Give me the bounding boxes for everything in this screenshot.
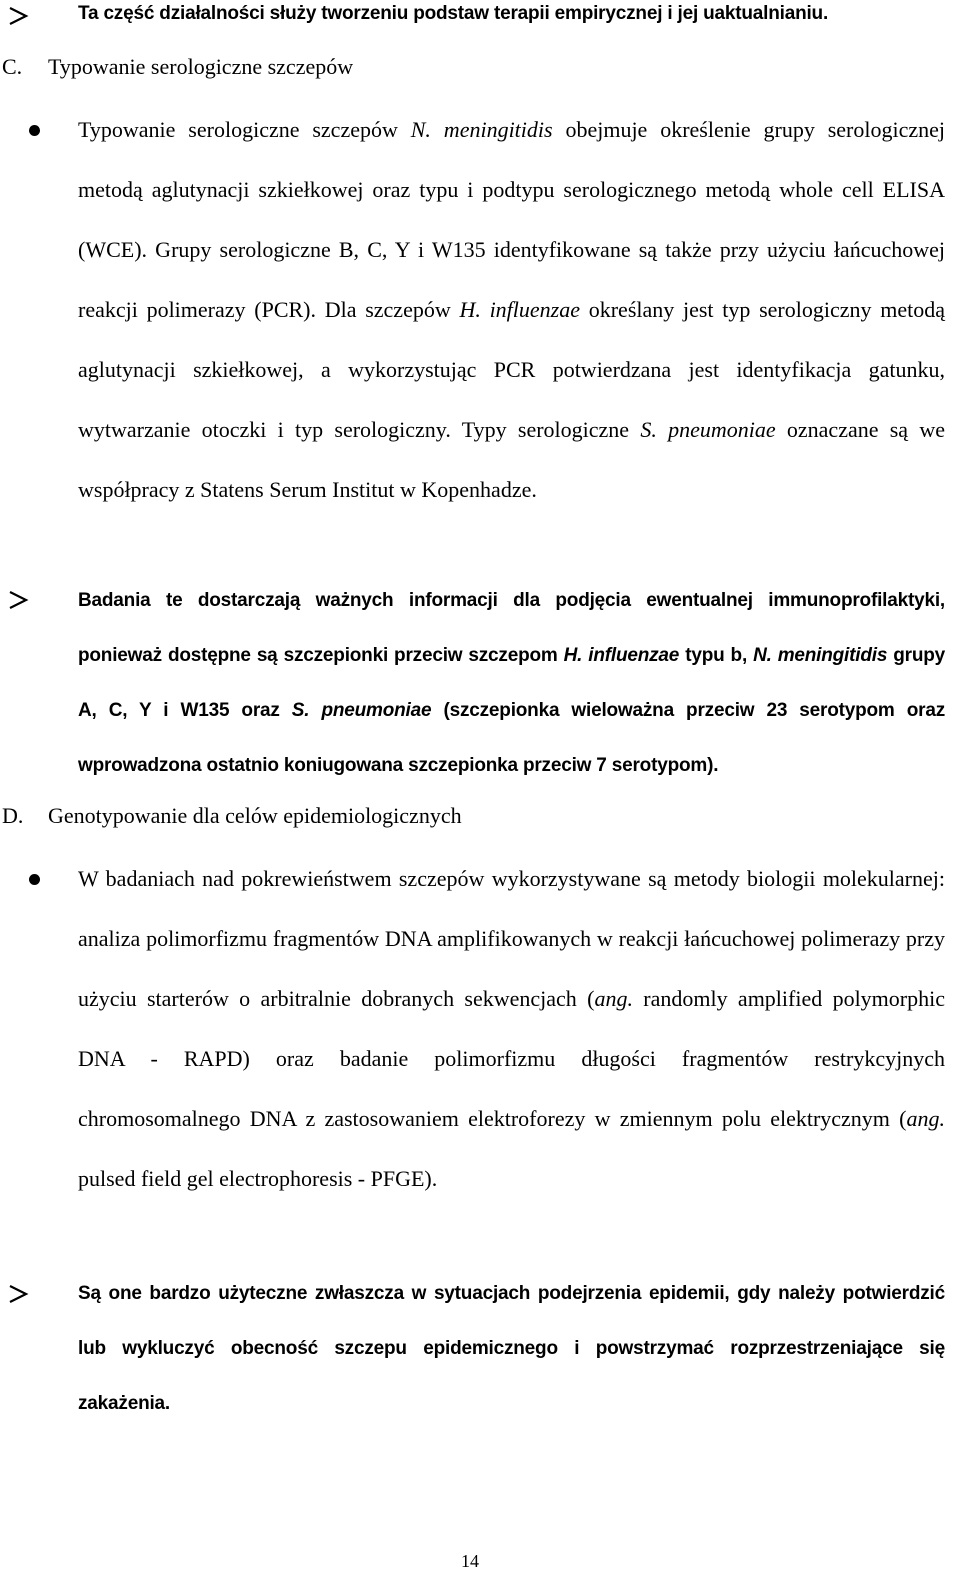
paragraph-top: Ta część działalności służy tworzeniu podstaw terapii empirycznej i jej uaktualnianiu. [78, 3, 829, 24]
section-c-arrow-paragraph: Badania te dostarczają ważnych informacji dla podjęcia ewentualnej immunoprofilaktyki, ponieważ dostępne są szczepionki przeciw szczepom H. influenzae typu b, N. meningitidis grupy A, C, Y i W135 oraz S. pneumoniae (szczepionka wieloważna przeciw 23 serotypom oraz wprowadzona ostatnio koniugowana szczepionka przeciw 7 serotypom). [78, 590, 945, 776]
page-number: 14 [461, 1551, 479, 1571]
section-c-heading [2, 52, 353, 82]
section-d-letter: D. [2, 803, 24, 828]
arrow-bullet-icon [8, 1284, 30, 1304]
arrow-bullet-icon [8, 590, 30, 610]
section-d-title: Genotypowanie dla celów epidemiologicznych [48, 803, 462, 828]
section-c-letter: C. [2, 54, 23, 79]
section-d-heading [2, 801, 462, 831]
section-c-title: Typowanie serologiczne szczepów [48, 54, 354, 79]
section-d-paragraph: W badaniach nad pokrewieństwem szczepów wykorzystywane są metody biologii molekularnej: analiza polimorfizmu fragmentów DNA amplifikowanych w reakcji łańcuchowej polimerazy przy użyciu starterów o arbitralnie dobranych sekwencjach (ang. randomly amplified polymorphic DNA - RAPD) oraz badanie polimorfizmu długości fragmentów restrykcyjnych chromosomalnego DNA z zastosowaniem elektroforezy w zmiennym polu elektrycznym (ang. pulsed field gel electrophoresis - PFGE). [78, 866, 945, 1191]
section-d-arrow-paragraph: Są one bardzo użyteczne zwłaszcza w sytuacjach podejrzenia epidemii, gdy należy potwierdzić lub wykluczyć obecność szczepu epidemicznego i powstrzymać rozprzestrzeniające się zakażenia. [78, 1283, 945, 1414]
bullet-dot-icon [29, 125, 40, 136]
arrow-bullet-icon [8, 6, 30, 26]
bullet-dot-icon [29, 874, 40, 885]
section-c-paragraph: Typowanie serologiczne szczepów N. meningitidis obejmuje określenie grupy serologicznej metodą aglutynacji szkiełkowej oraz typu i podtypu serologicznego metodą whole cell ELISA (WCE). Grupy serologiczne B, C, Y i W135 identyfikowane są także przy użyciu łańcuchowej reakcji polimerazy (PCR). Dla szczepów H. influenzae określany jest typ serologiczny metodą aglutynacji szkiełkowej, a wykorzystując PCR potwierdzana jest identyfikacja gatunku, wytwarzanie otoczki i typ serologiczny. Typy serologiczne S. pneumoniae oznaczane są we współpracy z Statens Serum Institut w Kopenhadze. [78, 117, 945, 502]
